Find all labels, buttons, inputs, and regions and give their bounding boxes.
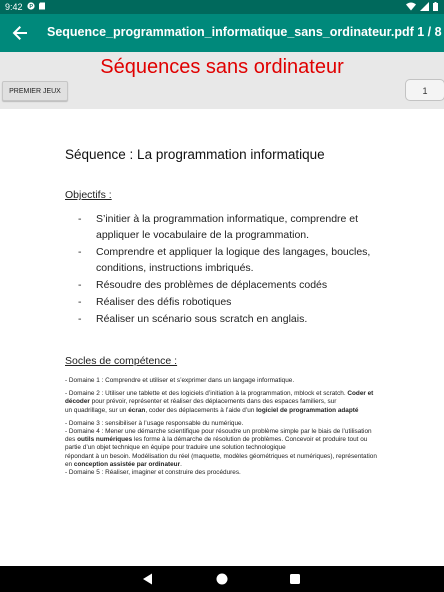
status-icons-left [27, 2, 46, 10]
premier-jeux-button[interactable]: PREMIER JEUX [2, 81, 68, 101]
home-circle-icon[interactable] [215, 572, 229, 586]
domaine-4: - Domaine 4 : Mener une démarche scientifique pour résoudre un problème simple par le biais de l’utilisation des outils numériques les forme à la démarche de résolution de problèmes. Concevoir et produire tout ou partie d’un objet technique en équipe pour traduire une solution technologique répondant à un besoin. Modélisation du réel (maquette, modèles géométriques et numériques), représentation en conception assistée par ordinateur. [65, 428, 377, 468]
back-triangle-icon[interactable] [141, 572, 155, 586]
signal-icon [420, 2, 429, 11]
list-item: - Réaliser des défis robotiques [78, 296, 232, 308]
domaine-1: - Domaine 1 : Comprendre et utiliser et s’exprimer dans un langage informatique. [65, 377, 295, 384]
pdf-viewer [0, 52, 444, 566]
recents-square-icon[interactable] [288, 572, 302, 586]
objectifs-list [78, 211, 398, 328]
domaine-5: - Domaine 5 : Réaliser, imaginer et construire des procédures. [65, 469, 241, 477]
objectifs-title: Objectifs : [65, 189, 112, 201]
app-bar [0, 14, 444, 52]
arrow-left-icon[interactable] [10, 23, 30, 43]
status-icons-right [406, 2, 438, 11]
domaine-3: - Domaine 3 : sensibiliser à l’usage responsable du numérique. [65, 419, 244, 427]
page-number-field[interactable]: 1 [405, 79, 444, 101]
pdf-page[interactable] [0, 109, 444, 566]
notification-p-icon [27, 2, 35, 10]
status-bar [0, 0, 444, 14]
navigation-bar [0, 566, 444, 592]
status-time: 9:42 [5, 2, 23, 12]
socles-title: Socles de compétence : [65, 355, 178, 367]
app-title: Sequence_programmation_informatique_sans_ordinateur.pdf 1 / 8 [47, 25, 442, 39]
sd-card-icon [38, 2, 46, 10]
socles-text [65, 377, 383, 482]
battery-icon [433, 2, 438, 11]
document-title: Séquence : La programmation informatique [65, 147, 325, 162]
list-item: - Réaliser un scénario sous scratch en anglais. [78, 313, 308, 325]
list-item: - S’initier à la programmation informatique, comprendre et appliquer le vocabulaire de la programmation. [78, 213, 359, 241]
page-heading: Séquences sans ordinateur [100, 56, 344, 78]
svg-text:P: P [29, 4, 34, 10]
domaine-2: - Domaine 2 : Utiliser une tablette et des logiciels d’initiation à la programmation, mblock et scratch. Coder et décoder pour prévoir, représenter et réaliser des déplacements dans des espaces familiers, sur un quadrillage, sur un écran, coder des déplacements à l’aide d’un logiciel de programmation adapté [65, 390, 374, 414]
list-item: - Résoudre des problèmes de déplacements codés [78, 279, 328, 291]
wifi-icon [406, 2, 416, 11]
list-item: - Comprendre et appliquer la logique des langages, boucles, conditions, instructions imbriqués. [78, 246, 371, 274]
